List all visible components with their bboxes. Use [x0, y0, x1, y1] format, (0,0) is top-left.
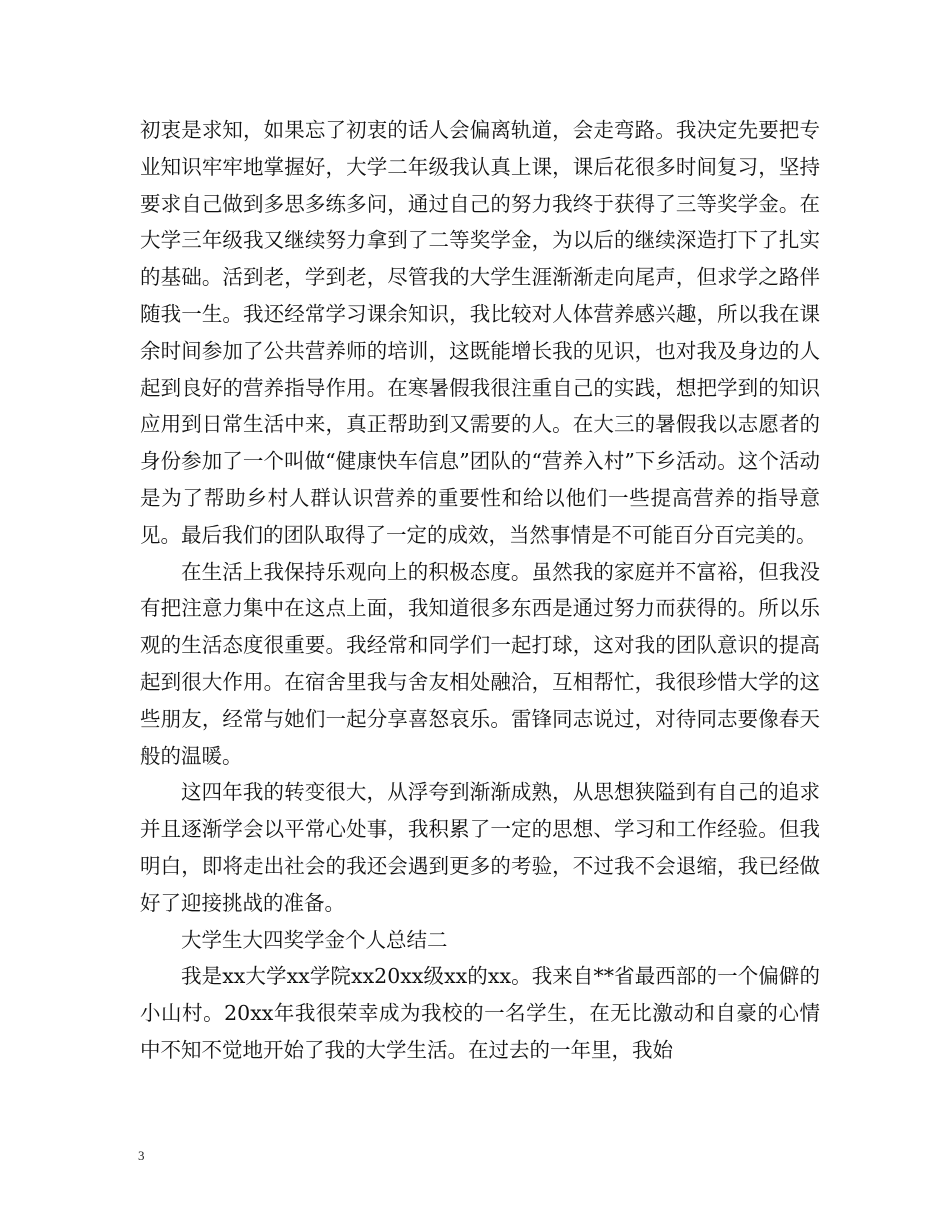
paragraph-3: 这四年我的转变很大，从浮夸到渐渐成熟，从思想狭隘到有自己的追求并且逐渐学会以平常心处事，我积累了一定的思想、学习和工作经验。但我明白，即将走出社会的我还会遇到更多的考验，不过我不会退缩，我已经做好了迎接挑战的准备。: [140, 780, 820, 915]
paragraph-4: 我是xx大学xx学院xx20xx级xx的xx。我来自**省最西部的一个偏僻的小山村。20xx年我很荣幸成为我校的一名学生，在无比激动和自豪的心情中不知不觉地开始了我的大学生活。在过去的一年里，我始: [140, 964, 820, 1062]
document-body: [140, 112, 820, 1069]
page-number: 3: [138, 1148, 145, 1163]
section-heading: 大学生大四奖学金个人总结二: [181, 927, 448, 952]
paragraph-1: 初衷是求知，如果忘了初衷的话人会偏离轨道，会走弯路。我决定先要把专业知识牢牢地掌握好，大学二年级我认真上课，课后花很多时间复习，坚持要求自己做到多思多练多问，通过自己的努力我终于获得了三等奖学金。在大学三年级我又继续努力拿到了二等奖学金，为以后的继续深造打下了扎实的基础。活到老，学到老，尽管我的大学生涯渐渐走向尾声，但求学之路伴随我一生。我还经常学习课余知识，我比较对人体营养感兴趣，所以我在课余时间参加了公共营养师的培训，这既能增长我的见识，也对我及身边的人起到良好的营养指导作用。在寒暑假我很注重自己的实践，想把学到的知识应用到日常生活中来，真正帮助到又需要的人。在大三的暑假我以志愿者的身份参加了一个叫做“健康快车信息”团队的“营养入村”下乡活动。这个活动是为了帮助乡村人群认识营养的重要性和给以他们一些提高营养的指导意见。最后我们的团队取得了一定的成效，当然事情是不可能百分百完美的。: [140, 118, 820, 547]
paragraph-2: 在生活上我保持乐观向上的积极态度。虽然我的家庭并不富裕，但我没有把注意力集中在这点上面，我知道很多东西是通过努力而获得的。所以乐观的生活态度很重要。我经常和同学们一起打球，这对我的团队意识的提高起到很大作用。在宿舍里我与舍友相处融洽，互相帮忙，我很珍惜大学的这些朋友，经常与她们一起分享喜怒哀乐。雷锋同志说过，对待同志要像春天般的温暖。: [140, 559, 820, 768]
